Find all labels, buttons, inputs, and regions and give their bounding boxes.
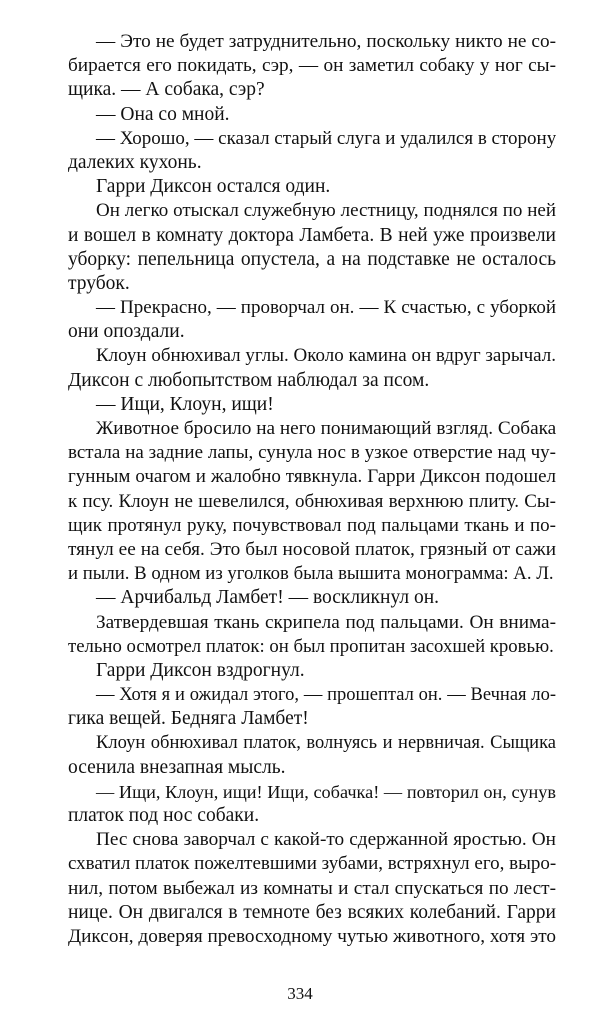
text-line: гунным очагом и жалобно тявкнула. Гарри Диксон подошел bbox=[68, 466, 556, 488]
text-line: — Она со мной. bbox=[96, 103, 230, 125]
text-line: — Арчибальд Ламбет! — воскликнул он. bbox=[96, 587, 440, 609]
text-line: Гарри Диксон вздрогнул. bbox=[96, 659, 305, 681]
text-line: далеких кухонь. bbox=[68, 151, 202, 173]
text-line: Пес снова заворчал с какой-то сдержанной яростью. Он bbox=[96, 829, 556, 851]
text-line: — Ищи, Клоун, ищи! bbox=[96, 393, 274, 415]
text-line: Клоун обнюхивал углы. Около камина он вдруг зарычал. bbox=[96, 345, 556, 367]
text-line: щик протянул руку, почувствовал под пальцами ткань и по- bbox=[68, 514, 556, 536]
text-line: нил, потом выбежал из комнаты и стал спускаться по лест- bbox=[68, 877, 556, 899]
text-line: — Это не будет затруднительно, поскольку никто не со- bbox=[96, 31, 556, 52]
text-line: гика вещей. Бедняга Ламбет! bbox=[68, 708, 309, 730]
text-line: Он легко отыскал служебную лестницу, поднялся по ней bbox=[96, 200, 556, 222]
text-line: — Хорошо, — сказал старый слуга и удалился в сторону bbox=[96, 127, 556, 149]
text-line: встала на задние лапы, сунула нос в узкое отверстие над чу- bbox=[68, 442, 556, 464]
text-line: Диксон, доверяя превосходному чутью животного, хотя это bbox=[68, 925, 556, 947]
text-line: нице. Он двигался в темноте без всяких колебаний. Гарри bbox=[68, 901, 556, 923]
text-line: Животное бросило на него понимающий взгляд. Собака bbox=[96, 418, 556, 439]
text-line: трубок. bbox=[68, 272, 130, 294]
text-line: осенила внезапная мысль. bbox=[68, 756, 286, 778]
text-line: Диксон с любопытством наблюдал за псом. bbox=[68, 369, 430, 391]
text-line: — Прекрасно, — проворчал он. — К счастью, с уборкой bbox=[96, 297, 556, 319]
text-line: и вошел в комнату доктора Ламбета. В ней уже произвели bbox=[68, 224, 556, 246]
text-line: — Хотя я и ожидал этого, — прошептал он. — Вечная ло- bbox=[96, 685, 556, 706]
text-line: — Ищи, Клоун, ищи! Ищи, собачка! — повторил он, сунув bbox=[96, 781, 556, 802]
text-line: Клоун обнюхивал платок, волнуясь и нервничая. Сыщика bbox=[96, 733, 556, 754]
text-line: они опоздали. bbox=[68, 321, 185, 343]
text-line: Затвердевшая ткань скрипела под пальцами. Он внима- bbox=[96, 611, 556, 633]
text-line: тельно осмотрел платок: он был пропитан засохшей кровью. bbox=[68, 635, 554, 657]
text-line: схватил платок пожелтевшими зубами, встряхнул его, выро- bbox=[68, 853, 556, 875]
body-text bbox=[68, 30, 556, 949]
page-number: 334 bbox=[287, 984, 313, 1003]
text-line: щика. — А собака, сэр? bbox=[68, 79, 265, 101]
text-line: Гарри Диксон остался один. bbox=[96, 176, 331, 198]
text-line: к псу. Клоун не шевелился, обнюхивая верхнюю плиту. Сы- bbox=[68, 490, 556, 512]
text-line: и пыли. В одном из уголков была вышита монограмма: А. Л. bbox=[68, 563, 554, 585]
text-line: бирается его покидать, сэр, — он заметил собаку у ног сы- bbox=[68, 55, 556, 77]
text-line: уборку: пепельница опустела, а на подставке не осталось bbox=[68, 248, 556, 270]
text-line: платок под нос собаки. bbox=[68, 805, 260, 826]
text-line: тянул ее на себя. Это был носовой платок, грязный от сажи bbox=[68, 538, 556, 560]
